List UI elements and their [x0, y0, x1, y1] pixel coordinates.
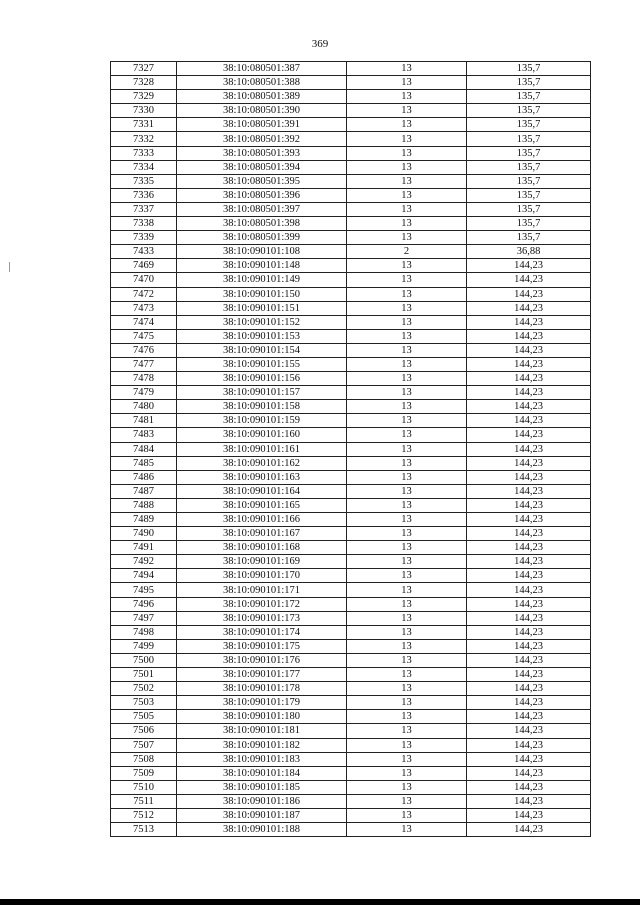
row-number-cell: 7511 [111, 794, 177, 808]
area-cell: 144,23 [467, 259, 591, 273]
quantity-cell: 13 [347, 513, 467, 527]
cadastral-number-cell: 38:10:090101:150 [177, 287, 347, 301]
quantity-cell: 13 [347, 217, 467, 231]
table-row [111, 724, 591, 738]
cadastral-number-cell: 38:10:090101:181 [177, 724, 347, 738]
quantity-cell: 13 [347, 639, 467, 653]
table-row [111, 611, 591, 625]
table-row [111, 653, 591, 667]
table-row [111, 513, 591, 527]
area-cell: 144,23 [467, 400, 591, 414]
quantity-cell: 13 [347, 428, 467, 442]
cadastral-number-cell: 38:10:090101:158 [177, 400, 347, 414]
row-number-cell: 7489 [111, 513, 177, 527]
quantity-cell: 13 [347, 780, 467, 794]
quantity-cell: 13 [347, 583, 467, 597]
area-cell: 135,7 [467, 174, 591, 188]
area-cell: 144,23 [467, 555, 591, 569]
row-number-cell: 7488 [111, 498, 177, 512]
cadastral-number-cell: 38:10:090101:160 [177, 428, 347, 442]
area-cell: 144,23 [467, 780, 591, 794]
quantity-cell: 13 [347, 104, 467, 118]
cadastral-number-cell: 38:10:090101:167 [177, 527, 347, 541]
table-row [111, 794, 591, 808]
table-row [111, 245, 591, 259]
row-number-cell: 7479 [111, 386, 177, 400]
page-number: 369 [311, 38, 329, 50]
cadastral-number-cell: 38:10:090101:177 [177, 668, 347, 682]
table-row [111, 456, 591, 470]
row-number-cell: 7474 [111, 315, 177, 329]
area-cell: 144,23 [467, 752, 591, 766]
quantity-cell: 13 [347, 710, 467, 724]
area-cell: 144,23 [467, 823, 591, 837]
cadastral-number-cell: 38:10:090101:179 [177, 696, 347, 710]
row-number-cell: 7510 [111, 780, 177, 794]
table-row [111, 752, 591, 766]
area-cell: 144,23 [467, 527, 591, 541]
row-number-cell: 7490 [111, 527, 177, 541]
cadastral-number-cell: 38:10:080501:393 [177, 146, 347, 160]
area-cell: 144,23 [467, 484, 591, 498]
table-row [111, 202, 591, 216]
quantity-cell: 13 [347, 653, 467, 667]
scan-mark [9, 262, 10, 272]
row-number-cell: 7507 [111, 738, 177, 752]
area-cell: 144,23 [467, 513, 591, 527]
area-cell: 144,23 [467, 724, 591, 738]
table-row [111, 498, 591, 512]
quantity-cell: 13 [347, 76, 467, 90]
area-cell: 135,7 [467, 160, 591, 174]
table-row [111, 329, 591, 343]
cadastral-number-cell: 38:10:090101:153 [177, 329, 347, 343]
row-number-cell: 7496 [111, 597, 177, 611]
table-row [111, 569, 591, 583]
cadastral-number-cell: 38:10:090101:173 [177, 611, 347, 625]
row-number-cell: 7333 [111, 146, 177, 160]
table-row [111, 104, 591, 118]
area-cell: 144,23 [467, 541, 591, 555]
cadastral-number-cell: 38:10:090101:184 [177, 766, 347, 780]
cadastral-number-cell: 38:10:090101:154 [177, 343, 347, 357]
table-row [111, 682, 591, 696]
row-number-cell: 7475 [111, 329, 177, 343]
area-cell: 144,23 [467, 682, 591, 696]
quantity-cell: 13 [347, 62, 467, 76]
cadastral-number-cell: 38:10:090101:162 [177, 456, 347, 470]
table-row [111, 808, 591, 822]
table-row [111, 414, 591, 428]
quantity-cell: 13 [347, 682, 467, 696]
table-row [111, 625, 591, 639]
cadastral-number-cell: 38:10:080501:394 [177, 160, 347, 174]
table-row [111, 343, 591, 357]
row-number-cell: 7500 [111, 653, 177, 667]
row-number-cell: 7501 [111, 668, 177, 682]
cadastral-number-cell: 38:10:090101:185 [177, 780, 347, 794]
quantity-cell: 13 [347, 470, 467, 484]
row-number-cell: 7477 [111, 357, 177, 371]
area-cell: 144,23 [467, 428, 591, 442]
row-number-cell: 7329 [111, 90, 177, 104]
cadastral-number-cell: 38:10:080501:392 [177, 132, 347, 146]
row-number-cell: 7491 [111, 541, 177, 555]
row-number-cell: 7497 [111, 611, 177, 625]
cadastral-number-cell: 38:10:090101:174 [177, 625, 347, 639]
scan-bottom-edge [0, 899, 640, 905]
row-number-cell: 7494 [111, 569, 177, 583]
table-row [111, 400, 591, 414]
quantity-cell: 13 [347, 794, 467, 808]
area-cell: 144,23 [467, 569, 591, 583]
area-cell: 36,88 [467, 245, 591, 259]
area-cell: 144,23 [467, 738, 591, 752]
row-number-cell: 7328 [111, 76, 177, 90]
cadastral-number-cell: 38:10:090101:155 [177, 357, 347, 371]
table-row [111, 527, 591, 541]
table-row [111, 301, 591, 315]
quantity-cell: 13 [347, 202, 467, 216]
row-number-cell: 7480 [111, 400, 177, 414]
table-row [111, 259, 591, 273]
table-row [111, 696, 591, 710]
table-row [111, 174, 591, 188]
cadastral-number-cell: 38:10:090101:178 [177, 682, 347, 696]
area-cell: 135,7 [467, 104, 591, 118]
area-cell: 144,23 [467, 301, 591, 315]
quantity-cell: 13 [347, 668, 467, 682]
quantity-cell: 13 [347, 442, 467, 456]
area-cell: 144,23 [467, 386, 591, 400]
row-number-cell: 7337 [111, 202, 177, 216]
quantity-cell: 13 [347, 329, 467, 343]
table-row [111, 738, 591, 752]
quantity-cell: 13 [347, 597, 467, 611]
cadastral-number-cell: 38:10:090101:151 [177, 301, 347, 315]
area-cell: 144,23 [467, 357, 591, 371]
area-cell: 135,7 [467, 217, 591, 231]
area-cell: 144,23 [467, 668, 591, 682]
cadastral-number-cell: 38:10:080501:399 [177, 231, 347, 245]
table-row [111, 217, 591, 231]
quantity-cell: 13 [347, 611, 467, 625]
cadastral-number-cell: 38:10:090101:183 [177, 752, 347, 766]
cadastral-number-cell: 38:10:090101:176 [177, 653, 347, 667]
table-row [111, 668, 591, 682]
cadastral-number-cell: 38:10:090101:108 [177, 245, 347, 259]
area-cell: 135,7 [467, 231, 591, 245]
area-cell: 144,23 [467, 498, 591, 512]
cadastral-number-cell: 38:10:080501:388 [177, 76, 347, 90]
cadastral-number-cell: 38:10:090101:187 [177, 808, 347, 822]
row-number-cell: 7506 [111, 724, 177, 738]
table-row [111, 428, 591, 442]
area-cell: 135,7 [467, 62, 591, 76]
quantity-cell: 13 [347, 315, 467, 329]
row-number-cell: 7505 [111, 710, 177, 724]
row-number-cell: 7335 [111, 174, 177, 188]
quantity-cell: 13 [347, 231, 467, 245]
row-number-cell: 7481 [111, 414, 177, 428]
area-cell: 135,7 [467, 202, 591, 216]
row-number-cell: 7339 [111, 231, 177, 245]
area-cell: 144,23 [467, 273, 591, 287]
cadastral-number-cell: 38:10:080501:387 [177, 62, 347, 76]
area-cell: 144,23 [467, 639, 591, 653]
row-number-cell: 7472 [111, 287, 177, 301]
quantity-cell: 13 [347, 118, 467, 132]
quantity-cell: 13 [347, 625, 467, 639]
row-number-cell: 7433 [111, 245, 177, 259]
cadastral-number-cell: 38:10:090101:157 [177, 386, 347, 400]
table-row [111, 273, 591, 287]
area-cell: 144,23 [467, 442, 591, 456]
table-row [111, 823, 591, 837]
table-row [111, 780, 591, 794]
row-number-cell: 7509 [111, 766, 177, 780]
quantity-cell: 13 [347, 132, 467, 146]
area-cell: 144,23 [467, 597, 591, 611]
table-row [111, 442, 591, 456]
cadastral-number-cell: 38:10:090101:188 [177, 823, 347, 837]
table-row [111, 597, 591, 611]
cadastral-number-cell: 38:10:090101:186 [177, 794, 347, 808]
table-row [111, 146, 591, 160]
table-row [111, 62, 591, 76]
quantity-cell: 13 [347, 808, 467, 822]
row-number-cell: 7513 [111, 823, 177, 837]
row-number-cell: 7498 [111, 625, 177, 639]
row-number-cell: 7338 [111, 217, 177, 231]
cadastral-number-cell: 38:10:090101:180 [177, 710, 347, 724]
row-number-cell: 7332 [111, 132, 177, 146]
cadastral-number-cell: 38:10:080501:397 [177, 202, 347, 216]
quantity-cell: 13 [347, 343, 467, 357]
cadastral-number-cell: 38:10:090101:182 [177, 738, 347, 752]
row-number-cell: 7502 [111, 682, 177, 696]
quantity-cell: 13 [347, 724, 467, 738]
row-number-cell: 7503 [111, 696, 177, 710]
table-row [111, 541, 591, 555]
cadastral-number-cell: 38:10:090101:168 [177, 541, 347, 555]
area-cell: 144,23 [467, 470, 591, 484]
row-number-cell: 7484 [111, 442, 177, 456]
table-row [111, 315, 591, 329]
row-number-cell: 7330 [111, 104, 177, 118]
area-cell: 144,23 [467, 583, 591, 597]
table-row [111, 555, 591, 569]
cadastral-number-cell: 38:10:090101:169 [177, 555, 347, 569]
row-number-cell: 7486 [111, 470, 177, 484]
table-row [111, 583, 591, 597]
quantity-cell: 13 [347, 696, 467, 710]
table-row [111, 710, 591, 724]
cadastral-number-cell: 38:10:080501:395 [177, 174, 347, 188]
quantity-cell: 13 [347, 400, 467, 414]
row-number-cell: 7512 [111, 808, 177, 822]
table-row [111, 766, 591, 780]
table-row [111, 484, 591, 498]
area-cell: 144,23 [467, 696, 591, 710]
table-row [111, 188, 591, 202]
cadastral-number-cell: 38:10:090101:152 [177, 315, 347, 329]
row-number-cell: 7473 [111, 301, 177, 315]
table-row [111, 90, 591, 104]
area-cell: 144,23 [467, 329, 591, 343]
table-row [111, 357, 591, 371]
area-cell: 144,23 [467, 794, 591, 808]
quantity-cell: 13 [347, 160, 467, 174]
quantity-cell: 13 [347, 287, 467, 301]
quantity-cell: 13 [347, 259, 467, 273]
cadastral-number-cell: 38:10:090101:159 [177, 414, 347, 428]
area-cell: 144,23 [467, 287, 591, 301]
table-row [111, 639, 591, 653]
quantity-cell: 13 [347, 273, 467, 287]
area-cell: 144,23 [467, 611, 591, 625]
area-cell: 144,23 [467, 456, 591, 470]
cadastral-number-cell: 38:10:080501:398 [177, 217, 347, 231]
area-cell: 144,23 [467, 766, 591, 780]
cadastral-number-cell: 38:10:090101:148 [177, 259, 347, 273]
table-body [111, 62, 591, 837]
quantity-cell: 2 [347, 245, 467, 259]
area-cell: 144,23 [467, 625, 591, 639]
quantity-cell: 13 [347, 766, 467, 780]
quantity-cell: 13 [347, 386, 467, 400]
area-cell: 144,23 [467, 653, 591, 667]
area-cell: 144,23 [467, 343, 591, 357]
area-cell: 144,23 [467, 372, 591, 386]
cadastral-number-cell: 38:10:090101:165 [177, 498, 347, 512]
row-number-cell: 7334 [111, 160, 177, 174]
cadastral-number-cell: 38:10:090101:171 [177, 583, 347, 597]
row-number-cell: 7483 [111, 428, 177, 442]
table-row [111, 470, 591, 484]
quantity-cell: 13 [347, 372, 467, 386]
table-row [111, 76, 591, 90]
quantity-cell: 13 [347, 498, 467, 512]
area-cell: 144,23 [467, 710, 591, 724]
quantity-cell: 13 [347, 527, 467, 541]
quantity-cell: 13 [347, 146, 467, 160]
quantity-cell: 13 [347, 541, 467, 555]
cadastral-number-cell: 38:10:090101:172 [177, 597, 347, 611]
quantity-cell: 13 [347, 738, 467, 752]
row-number-cell: 7469 [111, 259, 177, 273]
area-cell: 135,7 [467, 118, 591, 132]
quantity-cell: 13 [347, 301, 467, 315]
area-cell: 135,7 [467, 146, 591, 160]
cadastral-number-cell: 38:10:090101:161 [177, 442, 347, 456]
row-number-cell: 7327 [111, 62, 177, 76]
table-row [111, 372, 591, 386]
row-number-cell: 7495 [111, 583, 177, 597]
cadastral-number-cell: 38:10:080501:390 [177, 104, 347, 118]
cadastral-number-cell: 38:10:080501:396 [177, 188, 347, 202]
row-number-cell: 7336 [111, 188, 177, 202]
cadastral-number-cell: 38:10:090101:149 [177, 273, 347, 287]
cadastral-number-cell: 38:10:080501:389 [177, 90, 347, 104]
row-number-cell: 7476 [111, 343, 177, 357]
table-row [111, 287, 591, 301]
quantity-cell: 13 [347, 357, 467, 371]
row-number-cell: 7485 [111, 456, 177, 470]
table-row [111, 386, 591, 400]
quantity-cell: 13 [347, 174, 467, 188]
area-cell: 135,7 [467, 188, 591, 202]
quantity-cell: 13 [347, 188, 467, 202]
cadastral-number-cell: 38:10:090101:170 [177, 569, 347, 583]
area-cell: 144,23 [467, 315, 591, 329]
document-table [110, 61, 591, 837]
quantity-cell: 13 [347, 484, 467, 498]
table-row [111, 160, 591, 174]
quantity-cell: 13 [347, 752, 467, 766]
cadastral-number-cell: 38:10:090101:164 [177, 484, 347, 498]
area-cell: 135,7 [467, 76, 591, 90]
row-number-cell: 7478 [111, 372, 177, 386]
quantity-cell: 13 [347, 555, 467, 569]
area-cell: 135,7 [467, 132, 591, 146]
table-row [111, 118, 591, 132]
row-number-cell: 7487 [111, 484, 177, 498]
row-number-cell: 7508 [111, 752, 177, 766]
cadastral-number-cell: 38:10:080501:391 [177, 118, 347, 132]
quantity-cell: 13 [347, 414, 467, 428]
area-cell: 144,23 [467, 414, 591, 428]
row-number-cell: 7499 [111, 639, 177, 653]
cadastral-number-cell: 38:10:090101:175 [177, 639, 347, 653]
document-table-container [110, 61, 590, 837]
row-number-cell: 7331 [111, 118, 177, 132]
table-row [111, 231, 591, 245]
quantity-cell: 13 [347, 823, 467, 837]
quantity-cell: 13 [347, 90, 467, 104]
row-number-cell: 7492 [111, 555, 177, 569]
cadastral-number-cell: 38:10:090101:166 [177, 513, 347, 527]
table-row [111, 132, 591, 146]
quantity-cell: 13 [347, 569, 467, 583]
area-cell: 135,7 [467, 90, 591, 104]
area-cell: 144,23 [467, 808, 591, 822]
row-number-cell: 7470 [111, 273, 177, 287]
cadastral-number-cell: 38:10:090101:156 [177, 372, 347, 386]
cadastral-number-cell: 38:10:090101:163 [177, 470, 347, 484]
quantity-cell: 13 [347, 456, 467, 470]
